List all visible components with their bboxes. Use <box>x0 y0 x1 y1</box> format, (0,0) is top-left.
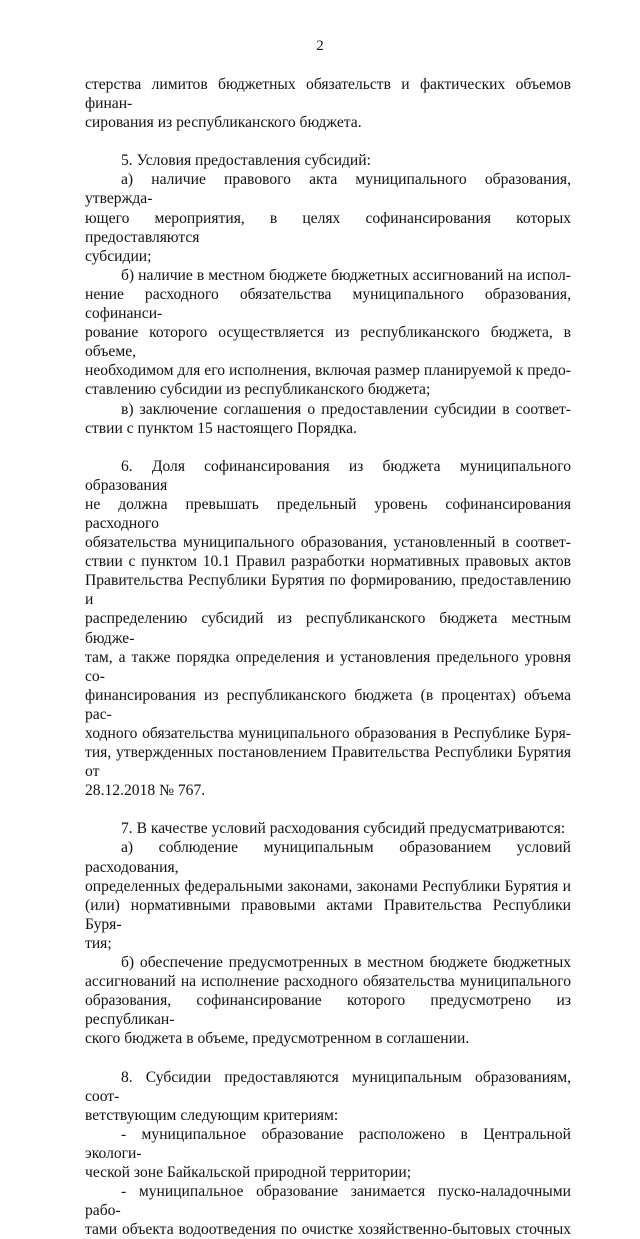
text-line: тия; <box>85 934 112 952</box>
text-line: там, а также порядка определения и установления предельного уровня со- <box>85 648 571 685</box>
text-line: ветствующим следующим критериям: <box>85 1106 339 1124</box>
text-line: ющего мероприятия, в целях софинансирования которых предоставляются <box>85 209 571 246</box>
text-line: ходного обязательства муниципального образования в Республике Буря- <box>85 725 571 742</box>
text-line: стерства лимитов бюджетных обязательств и фактических объемов финан- <box>85 76 571 113</box>
text-line: ствии с пунктом 10.1 Правил разработки нормативных правовых актов <box>85 553 571 571</box>
document-body <box>85 75 571 1239</box>
page-number: 2 <box>316 38 324 54</box>
section-heading: 5. Условия предоставления субсидий: <box>121 152 371 170</box>
text-line: сирования из республиканского бюджета. <box>85 114 362 132</box>
text-line: распределению субсидий из республиканского бюджета местным бюдже- <box>85 610 571 647</box>
text-line: ассигнований на исполнение расходного обязательства муниципального <box>85 973 571 991</box>
text-line: 8. Субсидии предоставляются муниципальным образованиям, соот- <box>85 1068 571 1105</box>
text-line: определенных федеральными законами, законами Республики Бурятия и <box>85 877 571 895</box>
text-line: а) соблюдение муниципальным образованием условий расходования, <box>85 839 571 876</box>
text-line: финансирования из республиканского бюджета (в процентах) объема рас- <box>85 686 571 723</box>
text-line: тия, утвержденных постановлением Правительства Республики Бурятия от <box>85 744 571 781</box>
text-line: субсидии; <box>85 247 152 265</box>
text-line: обязательства муниципального образования, установленный в соответ- <box>85 534 571 552</box>
text-line: (или) нормативными правовыми актами Правительства Республики Буря- <box>85 896 571 933</box>
text-line: Правительства Республики Бурятия по формированию, предоставлению и <box>85 572 571 609</box>
text-line: ставлению субсидии из республиканского бюджета; <box>85 381 431 399</box>
text-line: а) наличие правового акта муниципального образования, утвержда- <box>85 171 571 208</box>
text-line: 7. В качестве условий расходования субсидий предусматриваются: <box>121 820 566 838</box>
text-line: - муниципальное образование расположено в Центральной экологи- <box>85 1125 571 1162</box>
text-line: б) наличие в местном бюджете бюджетных ассигнований на испол- <box>121 266 571 284</box>
text-line: ствии с пунктом 15 настоящего Порядка. <box>85 419 357 437</box>
text-line: нение расходного обязательства муниципального образования, софинанси- <box>85 285 571 323</box>
text-line: тами объекта водоотведения по очистке хозяйственно-бытовых сточных <box>85 1221 571 1239</box>
text-line: 28.12.2018 № 767. <box>85 782 206 800</box>
text-line: образования, софинансирование которого предусмотрено из республикан- <box>85 992 571 1029</box>
text-line: не должна превышать предельный уровень софинансирования расходного <box>85 495 571 532</box>
text-line: в) заключение соглашения о предоставлении субсидии в соответ- <box>121 400 571 418</box>
text-line: - муниципальное образование занимается пуско-наладочными рабо- <box>85 1183 571 1220</box>
text-line: рование которого осуществляется из республиканского бюджета, в объеме, <box>85 324 571 361</box>
text-line: необходимом для его исполнения, включая размер планируемой к предо- <box>85 362 571 380</box>
text-line: б) обеспечение предусмотренных в местном бюджете бюджетных <box>121 954 571 972</box>
text-line: ческой зоне Байкальской природной территории; <box>85 1163 412 1181</box>
text-line: 6. Доля софинансирования из бюджета муниципального образования <box>85 457 571 494</box>
text-line: ского бюджета в объеме, предусмотренном в соглашении. <box>85 1030 470 1048</box>
